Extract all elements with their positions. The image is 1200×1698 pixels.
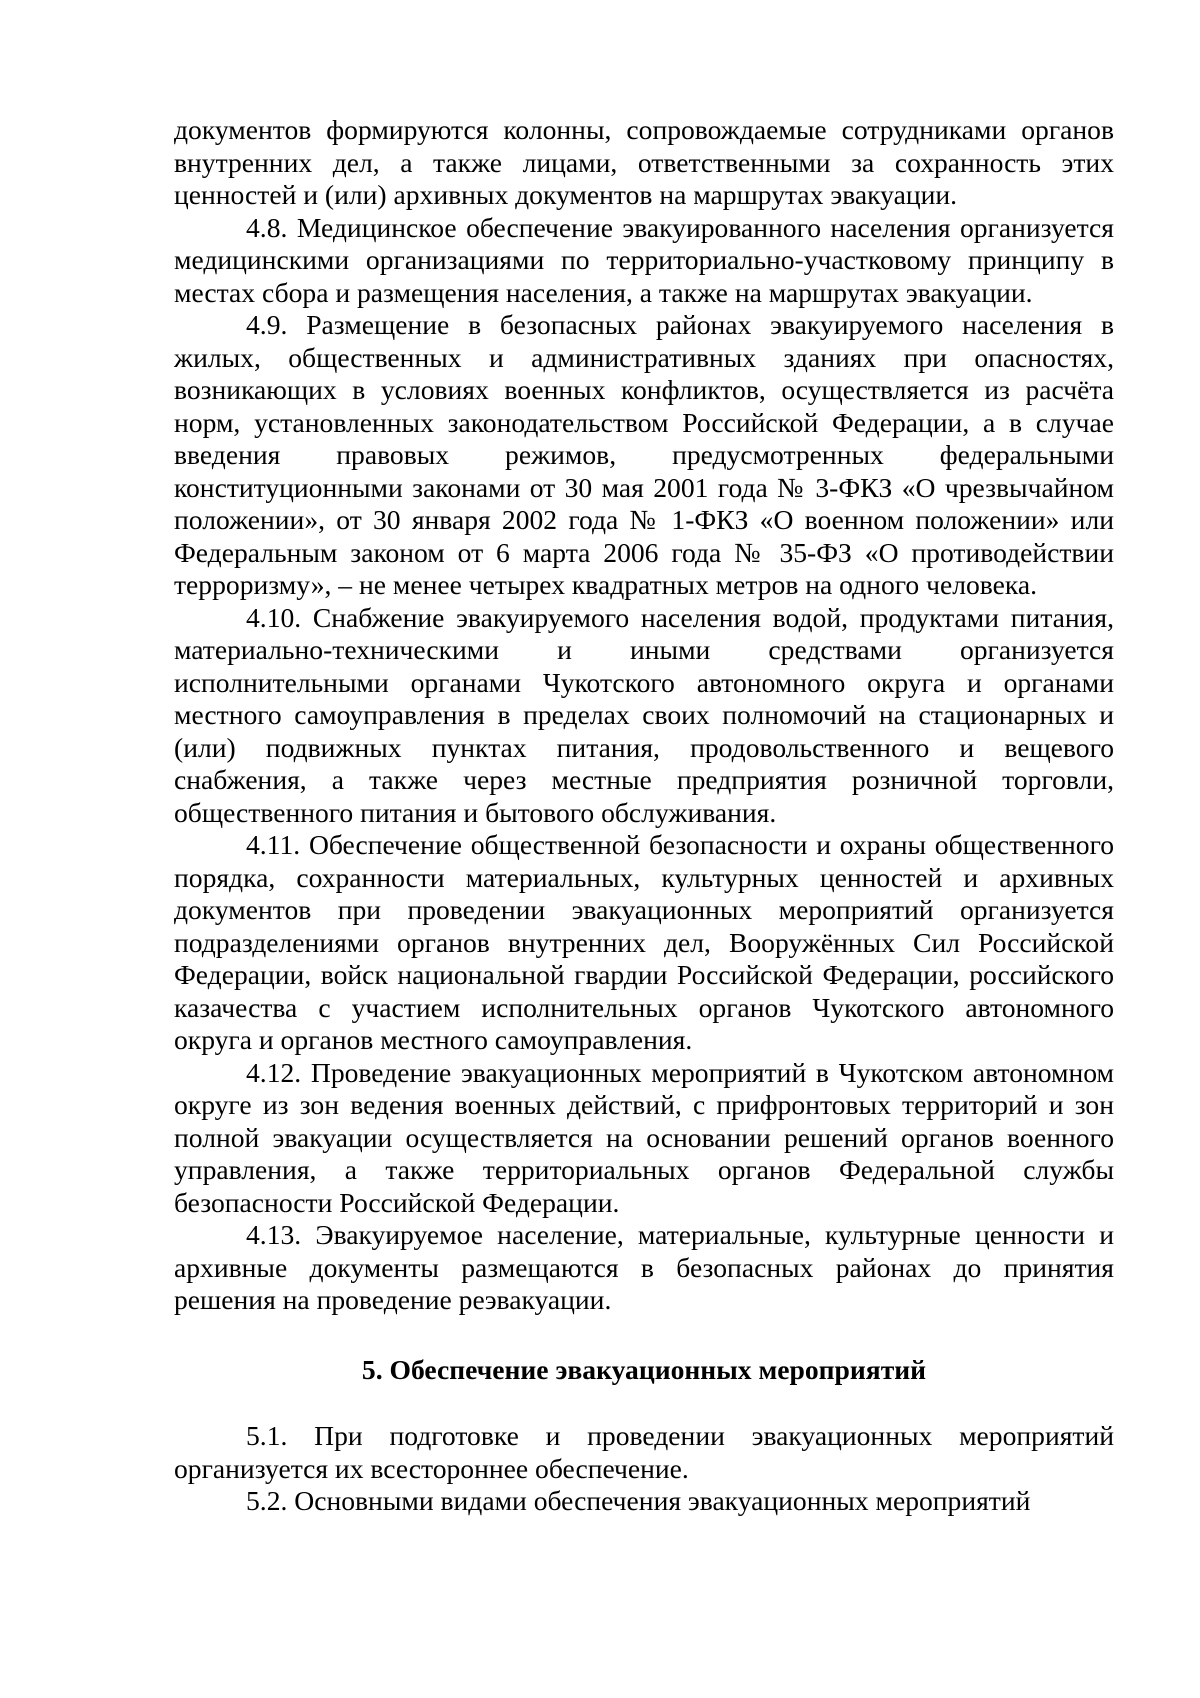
paragraph-4-13: 4.13. Эвакуируемое население, материальные, культурные ценности и архивные документы размещаются в безопасных районах до принятия решения на проведение реэвакуации. (174, 1219, 1114, 1315)
document-body (174, 114, 1114, 1518)
paragraph-5-2: 5.2. Основными видами обеспечения эвакуационных мероприятий (246, 1485, 1031, 1516)
paragraph-4-8: 4.8. Медицинское обеспечение эвакуированного населения организуется медицинскими организациями по территориально-участковому принципу в местах сбора и размещения населения, а также на маршрутах эвакуации. (174, 211, 1114, 308)
section-heading: 5. Обеспечение эвакуационных мероприятий (361, 1353, 927, 1385)
paragraph-4-11: 4.11. Обеспечение общественной безопасности и охраны общественного порядка, сохранности материальных, культурных ценностей и архивных документов при проведении эвакуационных мероприятий организуется подразделениями органов внутренних дел, Вооружённых Сил Российской Федерации, войск национальной гвардии Российской Федерации, российского казачества с участием исполнительных органов Чукотского автономного округа и органов местного самоуправления. (174, 829, 1114, 1055)
paragraph-4-10: 4.10. Снабжение эвакуируемого населения водой, продуктами питания, материально-техническими и иными средствами организуется исполнительными органами Чукотского автономного округа и органами местного самоуправления в пределах своих полномочий на стационарных и (или) подвижных пунктах питания, продовольственного и вещевого снабжения, а также через местные предприятия розничной торговли, общественного питания и бытового обслуживания. (174, 601, 1114, 828)
paragraph-4-9: 4.9. Размещение в безопасных районах эвакуируемого населения в жилых, общественных и административных зданиях при опасностях, возникающих в условиях военных конфликтов, осуществляется из расчёта норм, установленных законодательством Российской Федерации, а в случае введения правовых режимов, предусмотренных федеральными конституционными законами от 30 мая 2001 года № 3-ФКЗ «О чрезвычайном положении», от 30 января 2002 года № 1-ФКЗ «О военном положении» или Федеральным законом от 6 марта 2006 года № 35-ФЗ «О противодействии терроризму», – не менее четырех квадратных метров на одного человека. (174, 309, 1114, 600)
paragraph-4-12: 4.12. Проведение эвакуационных мероприятий в Чукотском автономном округе из зон ведения военных действий, с прифронтовых территорий и зон полной эвакуации осуществляется на основании решений органов военного управления, а также территориальных органов Федеральной службы безопасности Российской Федерации. (174, 1056, 1114, 1218)
paragraph-5-1: 5.1. При подготовке и проведении эвакуационных мероприятий организуется их всестороннее обеспечение. (174, 1420, 1114, 1484)
paragraph-continuation: документов формируются колонны, сопровождаемые сотрудниками органов внутренних дел, а также лицами, ответственными за сохранность этих ценностей и (или) архивных документов на маршрутах эвакуации. (174, 114, 1114, 210)
